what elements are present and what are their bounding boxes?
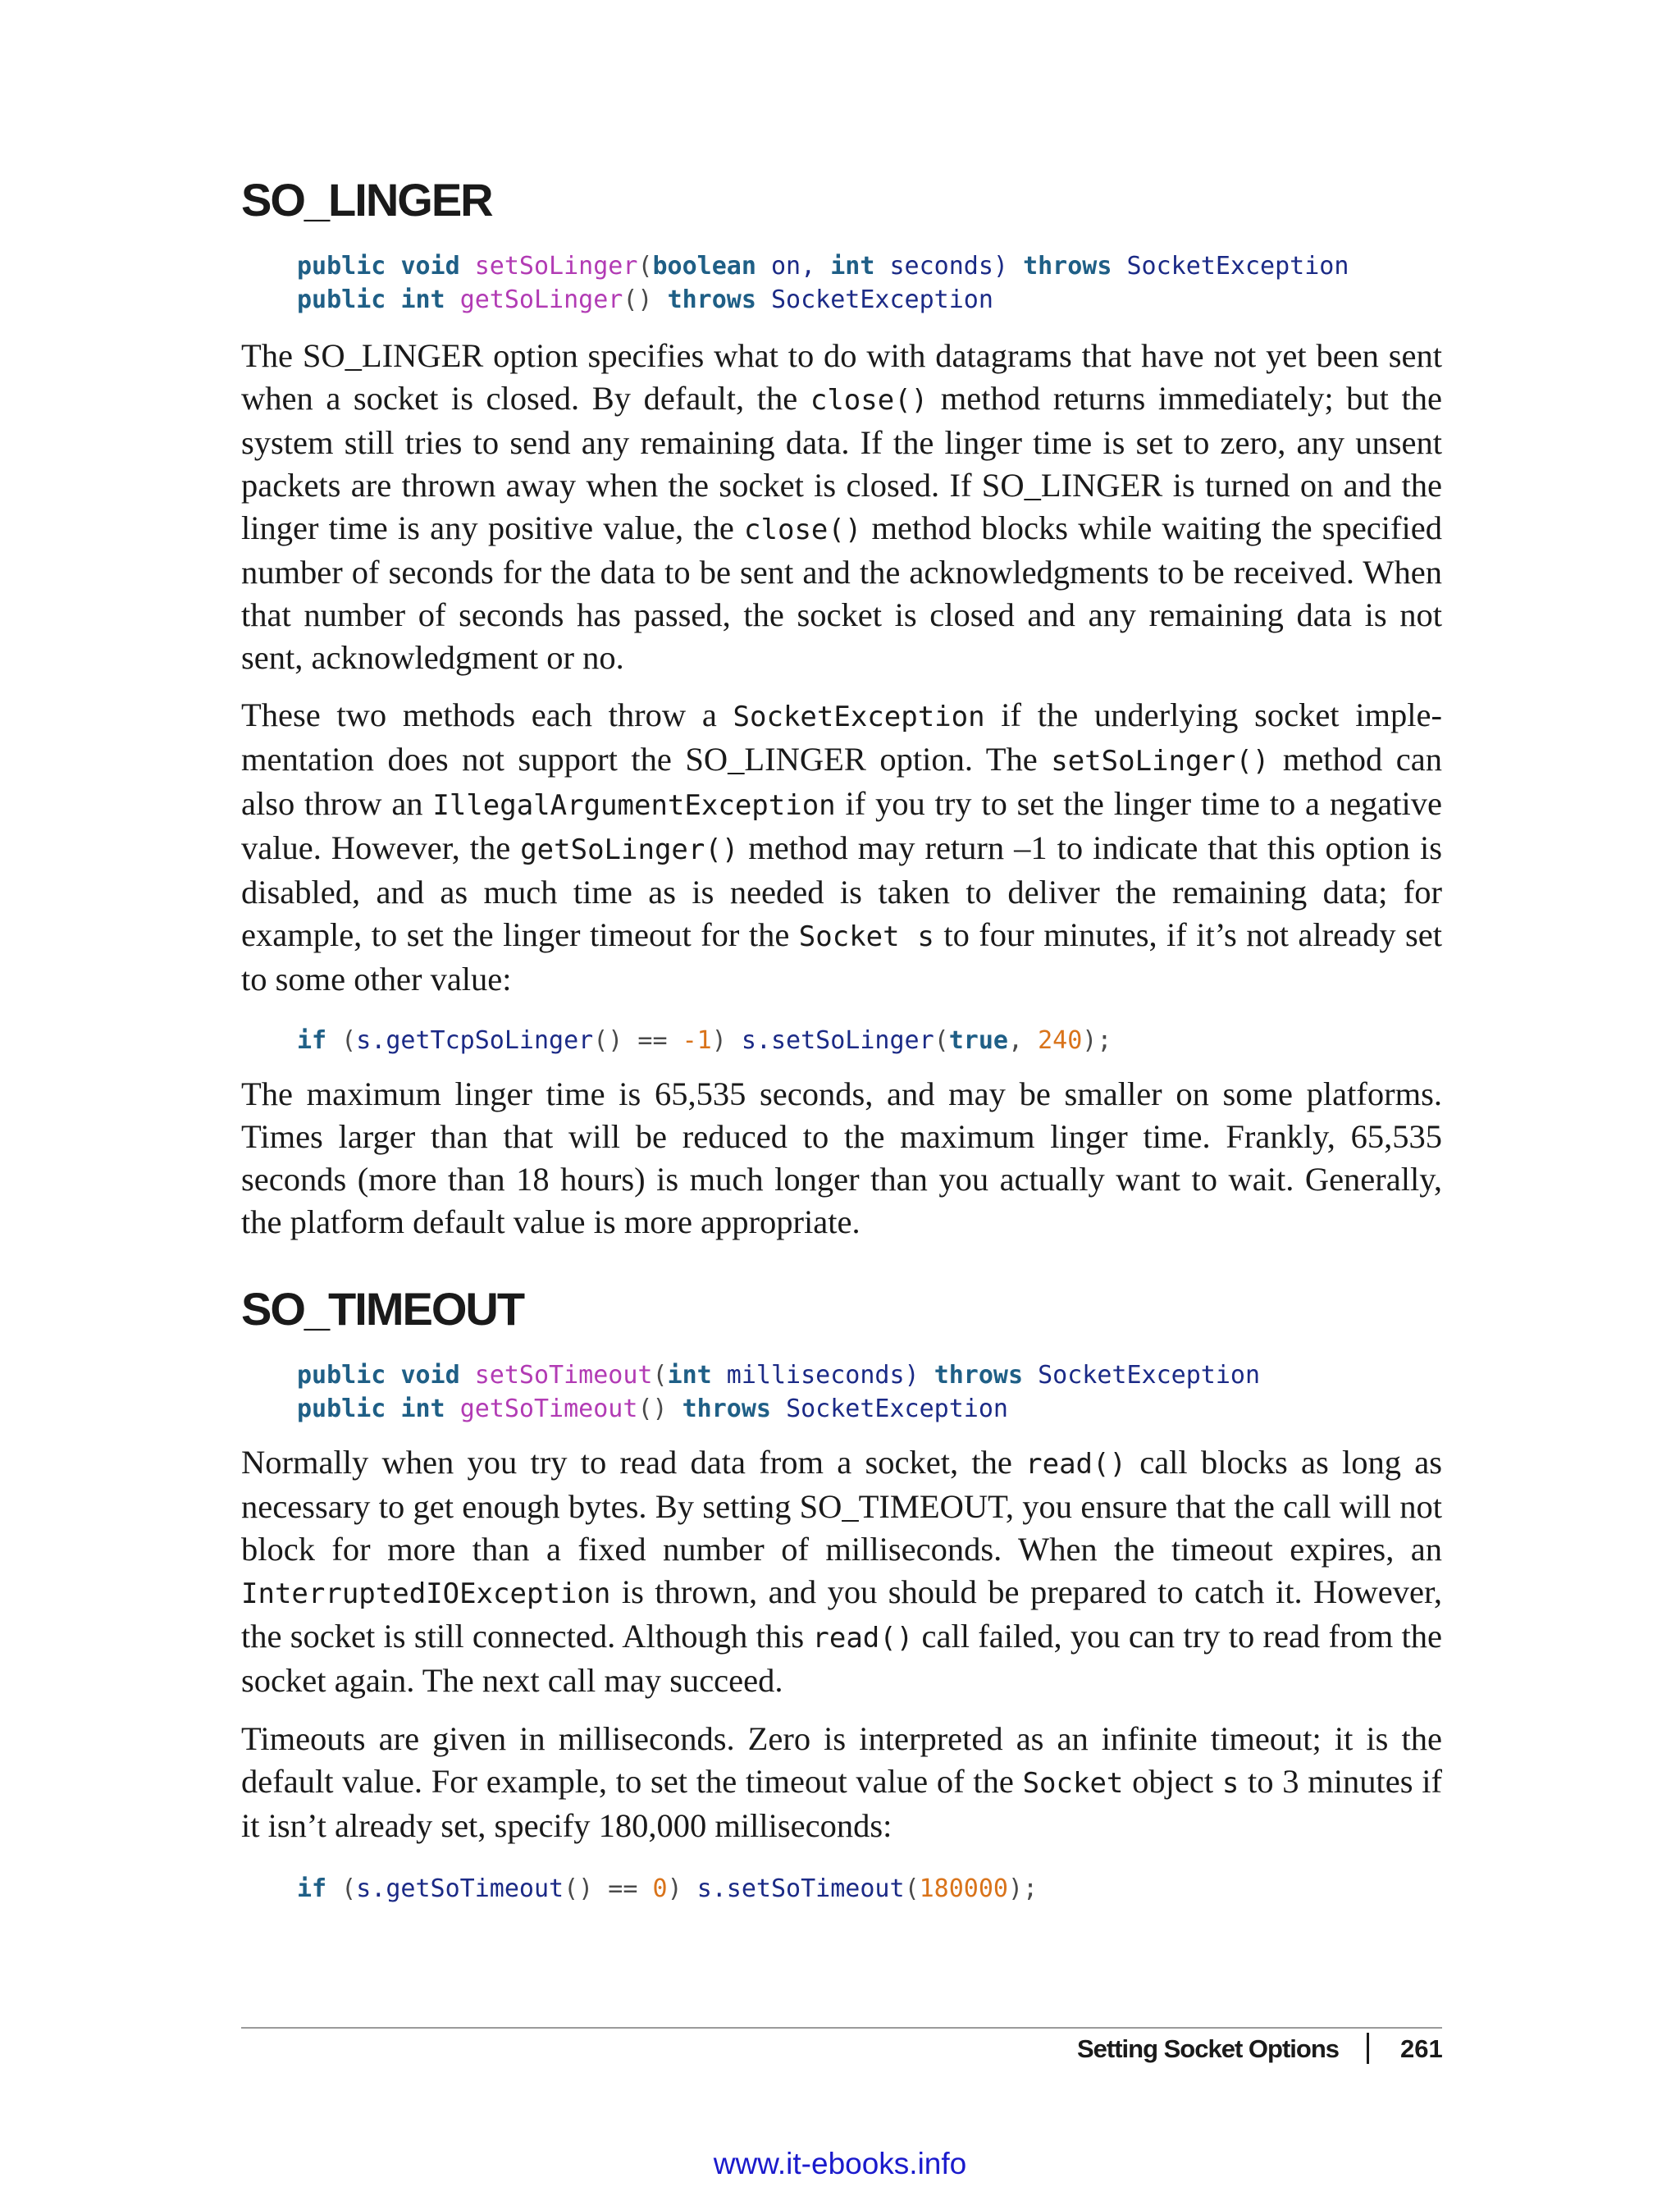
footer-separator — [1367, 2033, 1369, 2064]
code-signatures-so-linger — [297, 249, 1349, 317]
paragraph-so-linger-maximum: The maximum linger time is 65,535 seconds, and may be smaller on some platforms. Times larger than that will be reduced to the maximum linger time. Frankly, 65,535 seconds (more than 18 hours) is much longer than you actually want to wait. Generally, the platform default value is more appropriate. — [241, 1075, 1442, 1240]
paragraph-so-linger-exceptions: These two methods each throw a SocketException if the underlying socket implementation does not support the SO_LINGER option. The setSoLinger() method can also throw an IllegalArgumentException if you try to set the linger time to a negative value. However, the getSoLinger() method may return –1 to indicate that this option is disabled, and as much time as is needed is taken to deliver the remaining data; for example, to set the linger timeout for the Socket s to four minutes, if it’s not already set to some other value: — [241, 696, 1443, 998]
footer-divider — [241, 2027, 1442, 2029]
watermark-link[interactable]: www.it-ebooks.info — [713, 2147, 967, 2180]
footer-chapter-title: Setting Socket Options — [1076, 2034, 1339, 2063]
paragraph-so-linger-intro: The SO_LINGER option specifies what to do with datagrams that have not yet been sent when a socket is closed. By default, the close() method returns immediately; but the system still tries to send any remaining data. If the linger time is set to zero, any unsent packets are thrown away when the socket is closed. If SO_LINGER is turned on and the linger time is any positive value, the close() method blocks while waiting the specified number of seconds for the data to be sent and the acknowledgments to be received. When that number of seconds has passed, the socket is closed and any remaining data is not sent, acknowledgment or no. — [241, 337, 1443, 676]
code-signatures-so-timeout — [297, 1358, 1260, 1426]
section-heading-so-linger: SO_LINGER — [241, 174, 492, 226]
code-line: public int getSoLinger() throws SocketException — [297, 285, 993, 314]
page-number: 261 — [1400, 2034, 1443, 2063]
code-line: public void setSoLinger(boolean on, int seconds) throws SocketException — [297, 252, 1349, 281]
paragraph-so-timeout-units: Timeouts are given in milliseconds. Zero is interpreted as an infinite timeout; it is the default value. For example, to set the timeout value of the Socket object s to 3 minutes if it isn’t already set, specify 180,000 milliseconds: — [241, 1720, 1442, 1844]
code-example-so-linger: if (s.getTcpSoLinger() == -1) s.setSoLinger(true, 240); — [297, 1026, 1112, 1055]
section-heading-so-timeout: SO_TIMEOUT — [241, 1283, 524, 1335]
paragraph-so-timeout-intro: Normally when you try to read data from a socket, the read() call blocks as long as necessary to get enough bytes. By setting SO_TIMEOUT, you ensure that the call will not block for more than a fixed number of milliseconds. When the timeout expires, an InterruptedIOException is thrown, and you should be prepared to catch it. However, the socket is still connected. Although this read() call failed, you can try to read from the socket again. The next call may succeed. — [241, 1444, 1443, 1699]
code-line: public void setSoTimeout(int milliseconds) throws SocketException — [297, 1361, 1261, 1390]
code-example-so-timeout: if (s.getSoTimeout() == 0) s.setSoTimeout(180000); — [297, 1874, 1039, 1903]
code-line: public int getSoTimeout() throws SocketException — [297, 1395, 1008, 1423]
